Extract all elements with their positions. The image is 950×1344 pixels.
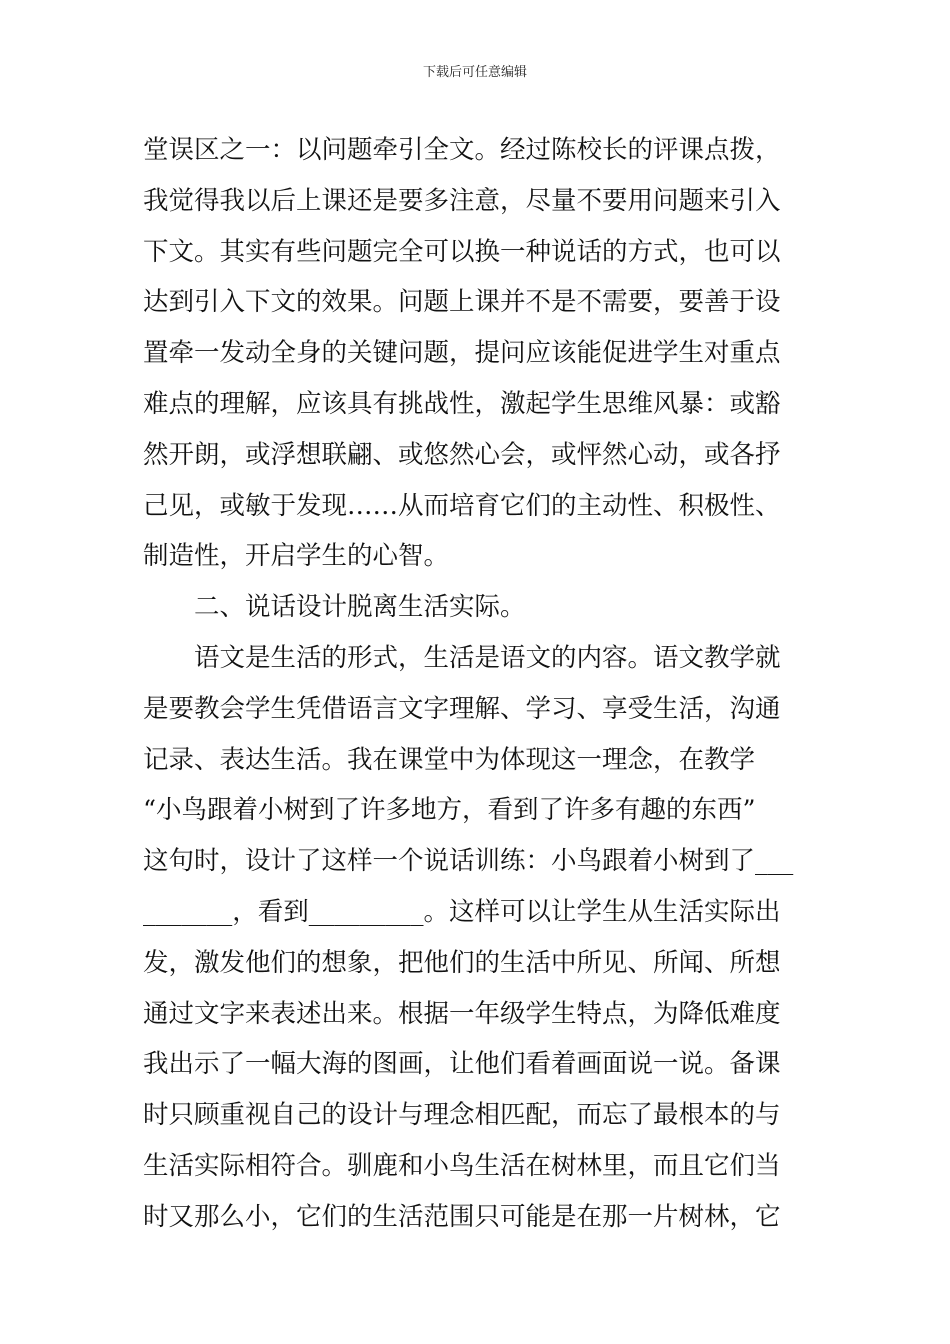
text-line: 我出示了一幅大海的图画，让他们看着画面说一说。备课 — [143, 1049, 781, 1080]
text-line: _______，看到_________。这样可以让学生从生活实际出 — [143, 896, 781, 927]
text-line: 时又那么小，它们的生活范围只可能是在那一片树林，它 — [143, 1201, 781, 1232]
text-line: 然开朗，或浮想联翩、或悠然心会，或怦然心动，或各抒 — [143, 439, 781, 470]
text-line: 发，激发他们的想象，把他们的生活中所见、所闻、所想 — [143, 947, 781, 978]
text-line: “小鸟跟着小树到了许多地方，看到了许多有趣的东西” — [143, 795, 756, 826]
paragraph-start-line: 语文是生活的形式，生活是语文的内容。语文教学就 — [194, 642, 781, 673]
text-line: 生活实际相符合。驯鹿和小鸟生活在树林里，而且它们当 — [143, 1150, 781, 1181]
text-line: 达到引入下文的效果。问题上课并不是不需要，要善于设 — [143, 287, 781, 318]
text-line: 置牵一发动全身的关键问题，提问应该能促进学生对重点 — [143, 338, 781, 369]
text-line: 难点的理解，应该具有挑战性，激起学生思维风暴：或豁 — [143, 388, 781, 419]
page-header: 下载后可任意编辑 — [422, 65, 527, 80]
text-line: 时只顾重视自己的设计与理念相匹配，而忘了最根本的与 — [143, 1100, 781, 1131]
text-line: 通过文字来表述出来。根据一年级学生特点，为降低难度 — [143, 998, 781, 1029]
text-line: 己见，或敏于发现……从而培育它们的主动性、积极性、 — [143, 490, 781, 521]
text-line: 制造性，开启学生的心智。 — [143, 541, 450, 572]
text-line: 记录、表达生活。我在课堂中为体现这一理念，在教学 — [143, 744, 756, 775]
body-text — [143, 125, 811, 1243]
text-line: 下文。其实有些问题完全可以换一种说话的方式，也可以 — [143, 236, 781, 267]
text-line: 我觉得我以后上课还是要多注意，尽量不要用问题来引入 — [143, 185, 781, 216]
text-line: 堂误区之一：以问题牵引全文。经过陈校长的评课点拨， — [143, 135, 781, 165]
text-line: 是要教会学生凭借语言文字理解、学习、享受生活，沟通 — [143, 693, 781, 724]
text-line: 这句时，设计了这样一个说话训练：小鸟跟着小树到了___ — [143, 846, 794, 877]
section-heading: 二、说话设计脱离生活实际。 — [194, 592, 526, 623]
